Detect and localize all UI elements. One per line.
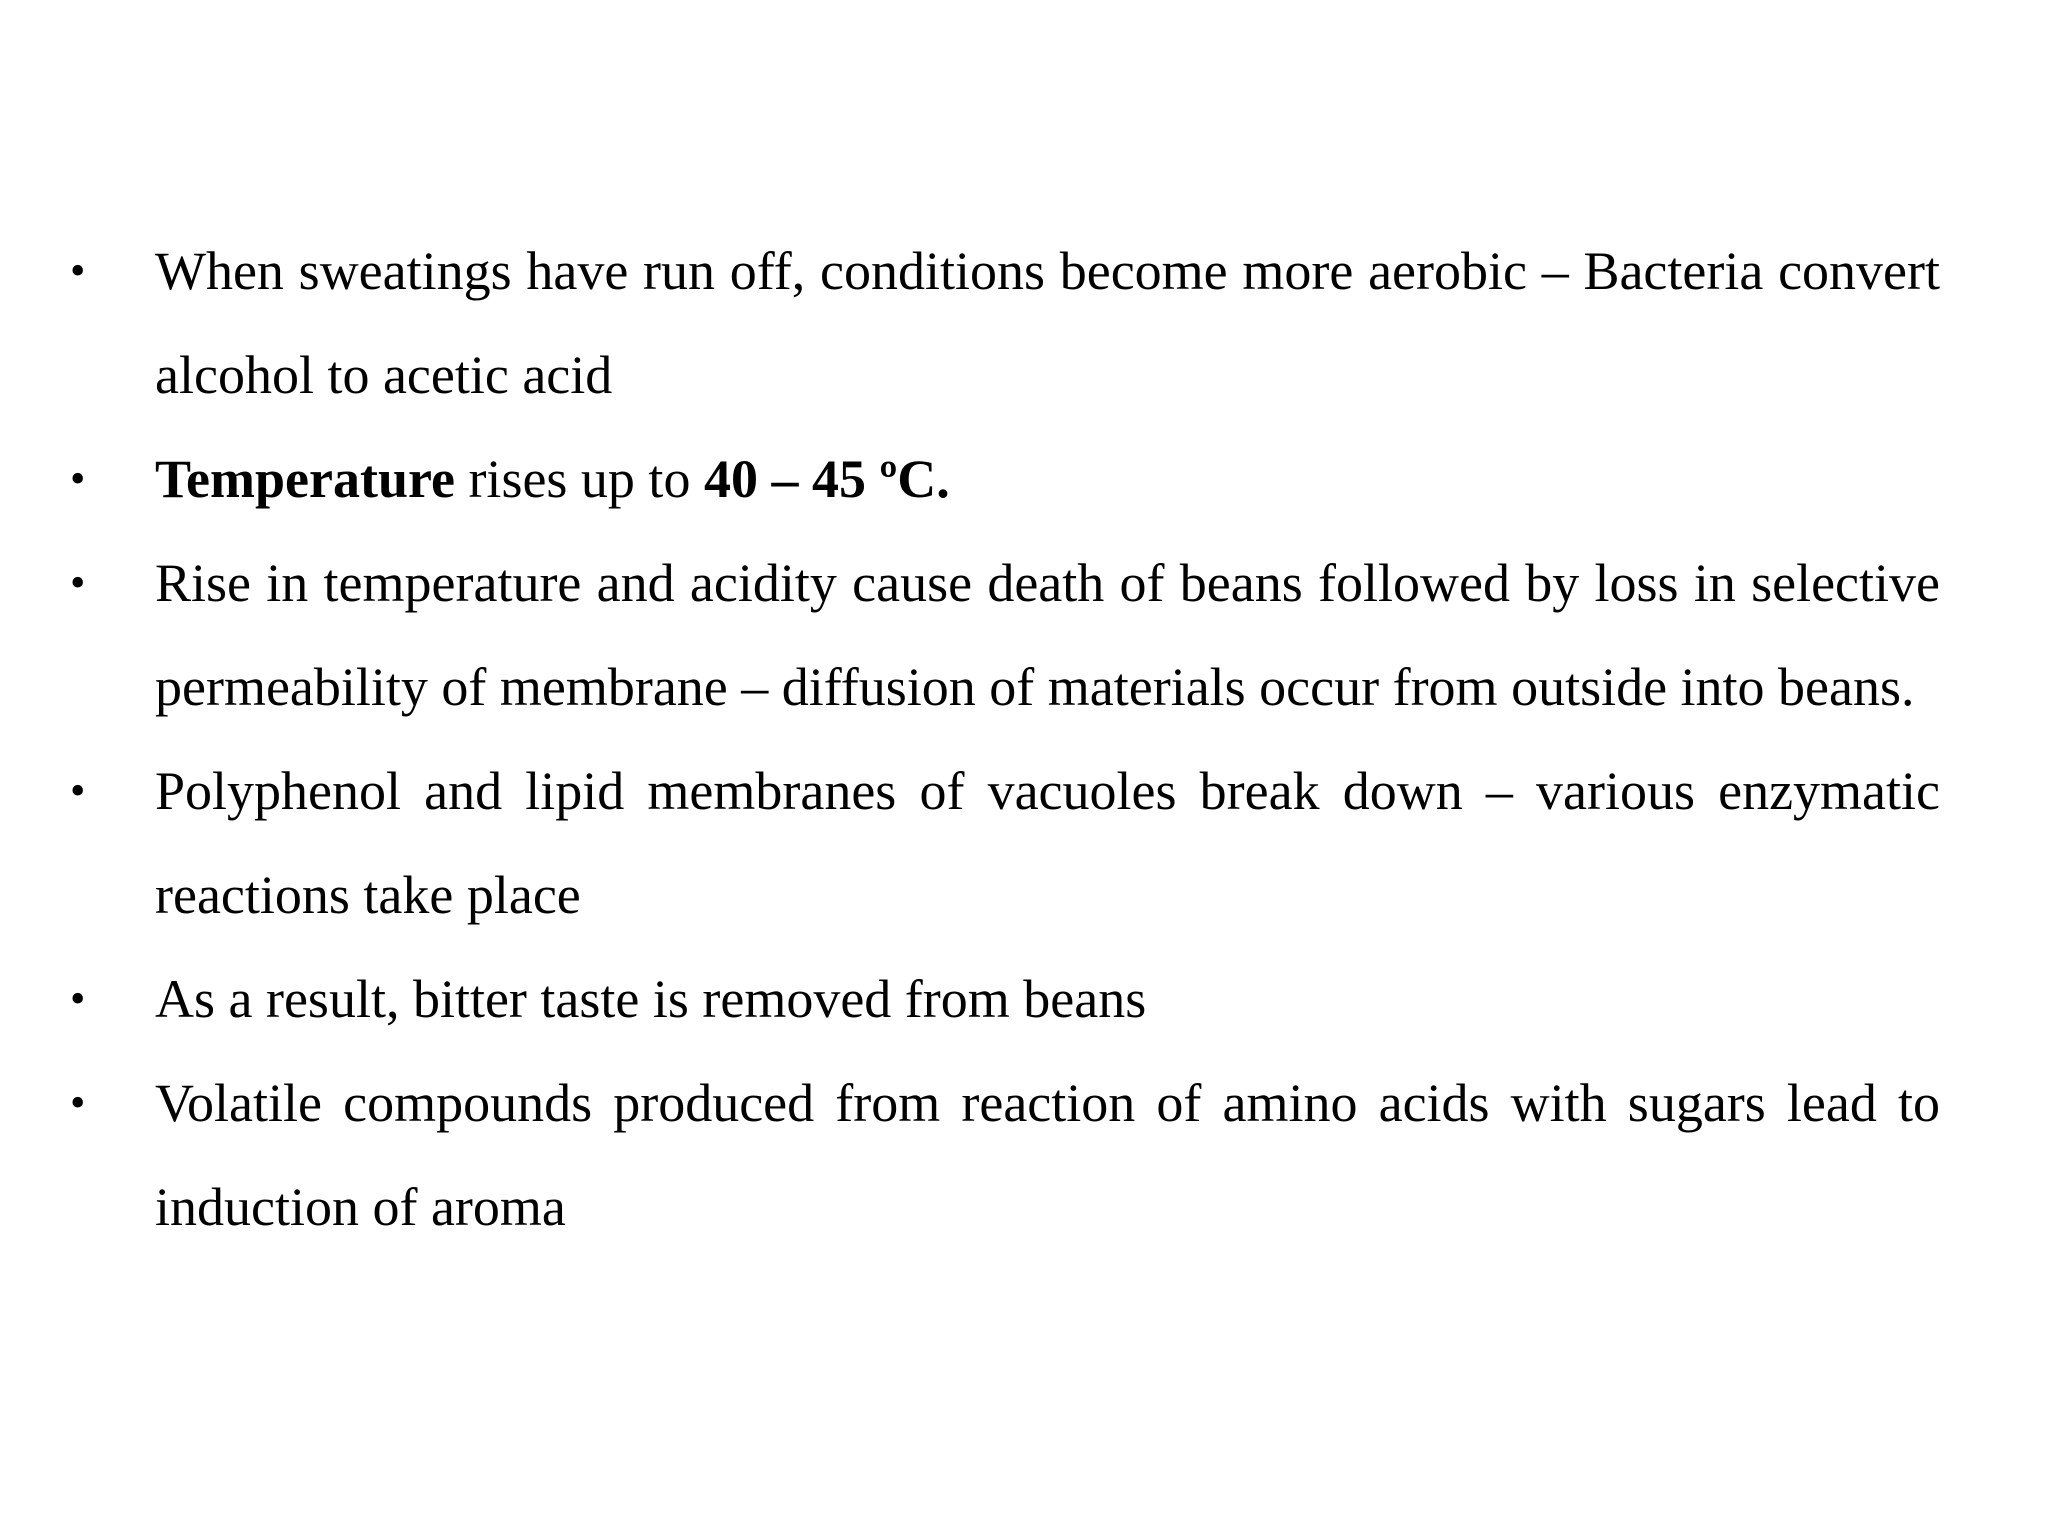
bullet-text: When sweatings have run off, conditions become more aerobic – Bacteria convert alcohol to acetic acid [155,241,1940,405]
bullet-icon: • [70,246,86,295]
bullet-item-polyphenol [70,739,1940,947]
bullet-icon: • [70,558,86,607]
bullet-icon: • [70,454,86,503]
temperature-value: 40 – 45 ºC. [703,449,950,509]
bullet-item-aroma [70,1051,1940,1259]
bullet-icon: • [70,1078,86,1127]
bullet-icon: • [70,974,86,1023]
bullet-text: Rise in temperature and acidity cause death of beans followed by loss in selective permeability of membrane – diffusion of materials occur from outside into beans. [155,553,1940,717]
bullet-icon: • [70,766,86,815]
bullet-item-temperature [70,427,1940,531]
bullet-item-death-of-beans [70,531,1940,739]
temperature-label: Temperature [155,449,455,509]
bullet-list [70,219,1940,1259]
bullet-text: Polyphenol and lipid membranes of vacuoles break down – various enzymatic reactions take place [155,761,1940,925]
temperature-text: rises up to [454,449,704,509]
bullet-item-aerobic-conditions [70,219,1940,427]
bullet-text: Volatile compounds produced from reaction of amino acids with sugars lead to induction of aroma [155,1073,1940,1237]
bullet-item-bitter-taste [70,947,1940,1051]
bullet-text: As a result, bitter taste is removed from beans [155,969,1147,1029]
